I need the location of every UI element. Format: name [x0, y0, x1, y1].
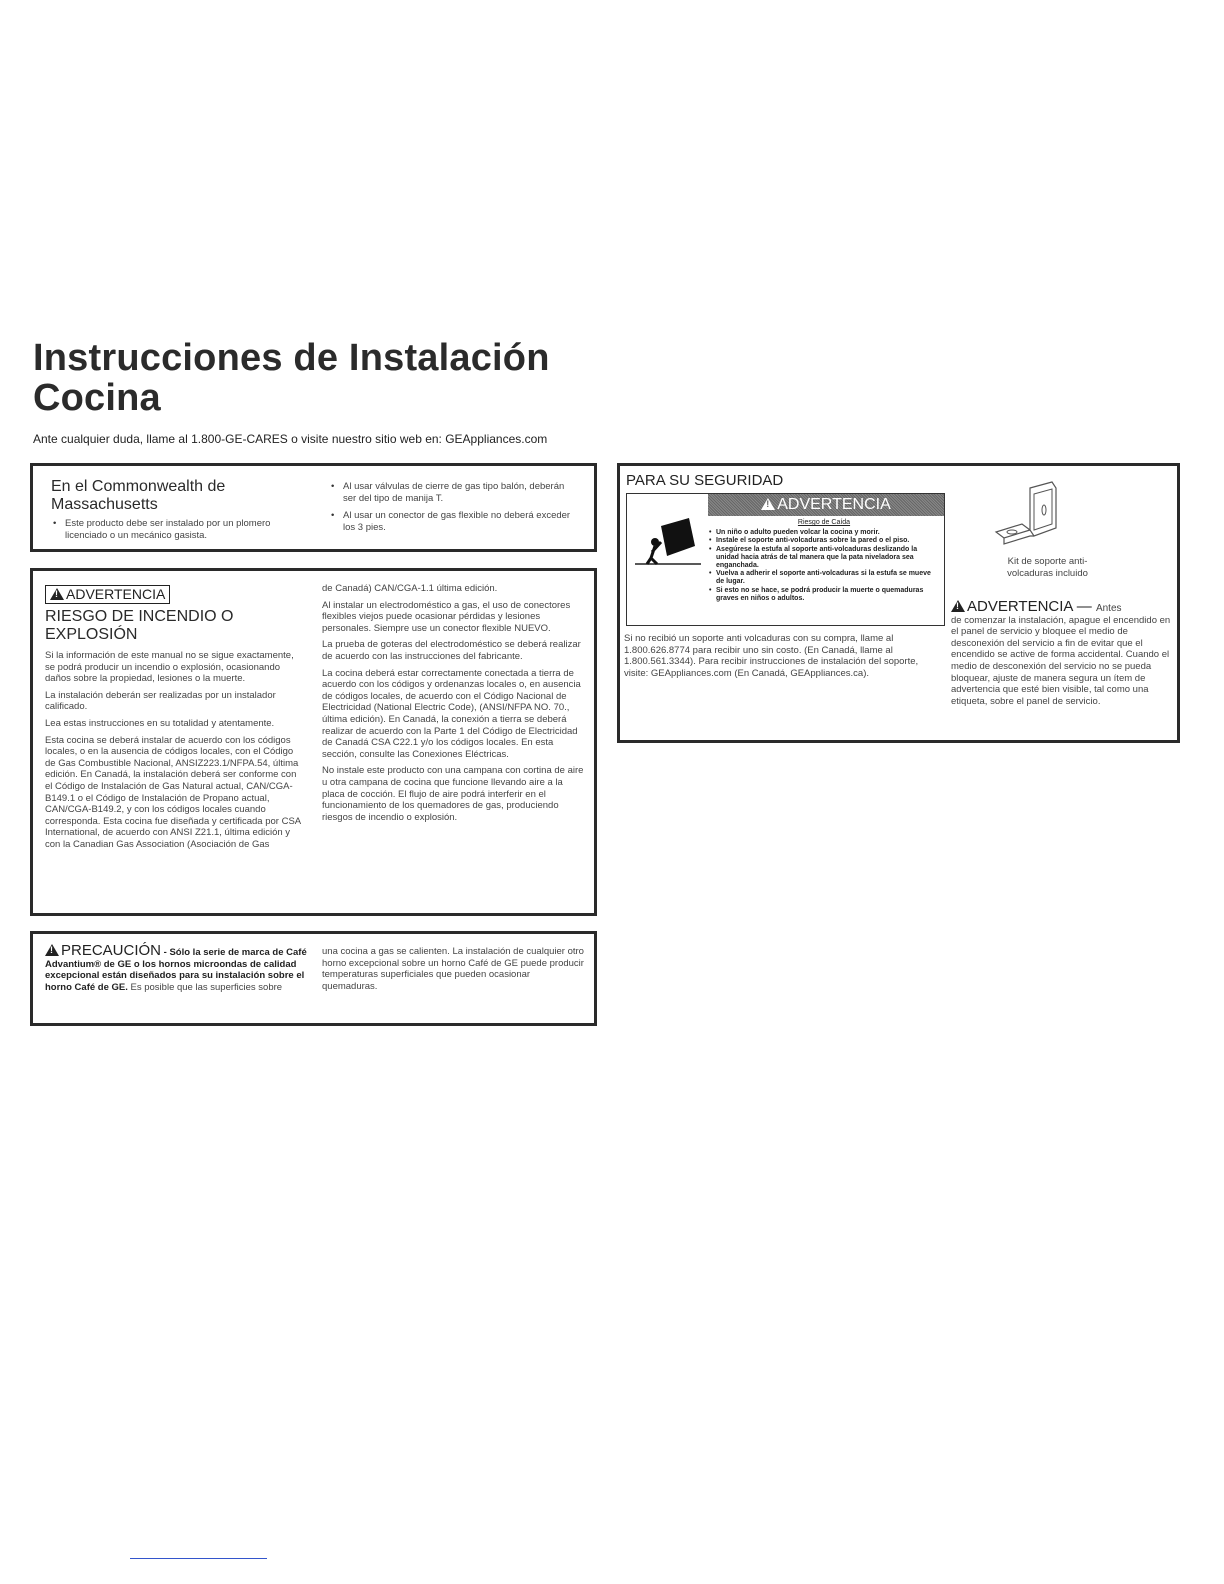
tip-warning-list	[708, 519, 940, 603]
fire-warning-title: RIESGO DE INCENDIO O EXPLOSIÓN	[45, 608, 234, 643]
risk-heading: Riesgo de Caída	[797, 519, 851, 526]
fire-warning-box	[30, 568, 597, 916]
paragraph: de Canadá) CAN/CGA-1.1 última edición.	[322, 583, 498, 594]
precaution-box	[30, 931, 597, 1026]
paragraph: Si la información de este manual no se sigue exactamente, se podrá producir un incendio o explosión, ocasionando daños sobre la propiedad, lesiones o la muerte.	[45, 650, 294, 685]
paragraph: Lea estas instrucciones en su totalidad y atentamente.	[45, 717, 275, 729]
paragraph: La instalación deberán ser realizadas por un instalador calificado.	[45, 689, 276, 713]
tip-warning-item: • Un niño o adulto pueden volcar la cocina y morir.	[708, 529, 940, 537]
safety-title: PARA SU SEGURIDAD	[626, 472, 784, 489]
massachusetts-bullet: • Este producto debe ser instalado por un plomero licenciado o un mecánico gasista.	[51, 518, 313, 541]
paragraph: Esta cocina se deberá instalar de acuerdo con los códigos locales, o en la ausencia de códigos locales, con el Código de Gas Combustible Nacional, ANSIZ223.1/NFPA.54, última edición. En Canadá, la instalación deberá ser conforme con el Código de Instalación de Gas Natural actual, CAN/CGA-B149.1 o el Código de Instalación de Propano actual, CAN/CGA-B149.2, y con los códigos locales cuando corresponda. Esta cocina fue diseñada y certificada por CSA International, de acuerdo con ANSI Z21.1, última edición y con la Canadian Gas Association (Asociación de Gas	[45, 734, 301, 850]
paragraph: Al instalar un electrodoméstico a gas, el uso de conectores flexibles viejos puede ocasionar pérdidas y lesiones personales. Siempre use un conector flexible NUEVO.	[322, 599, 571, 634]
title-line-1: Instrucciones de Instalación	[33, 337, 550, 379]
tip-warning-item: • Vuelva a adherir el soporte anti-volcaduras si la estufa se mueve de lugar.	[708, 570, 940, 586]
bracket-caption: Kit de soporte anti-volcaduras incluido	[1007, 556, 1088, 579]
page-title	[33, 338, 550, 418]
tip-warning-item: • Instale el soporte anti-volcaduras sobre la pared o el piso.	[708, 537, 940, 545]
precaution-bold-text: - Sólo la serie de marca de Café Advantium® de GE o los hornos microondas de calidad excepcional están diseñados para su instalación sobre el horno Café de GE.	[45, 947, 307, 993]
tip-warning-item: • Asegúrese la estufa al soporte anti-volcaduras deslizando la unidad hacia atrás de tal manera que la pata niveladora sea enganchada.	[708, 546, 940, 571]
tip-warning-panel	[626, 493, 945, 626]
page-subtitle: Ante cualquier duda, llame al 1.800-GE-CARES o visite nuestro sitio web en: GEAppliances.com	[33, 432, 548, 446]
anti-tip-bracket-icon	[990, 480, 1070, 552]
paragraph: La prueba de goteras del electrodoméstico se deberá realizar de acuerdo con las instrucciones del fabricante.	[322, 639, 581, 662]
title-line-2: Cocina	[33, 377, 161, 419]
tip-warning-item: • Si esto no se hace, se podrá producir la muerte o quemaduras graves en niños o adultos.	[708, 587, 940, 603]
massachusetts-bullet: • Al usar un conector de gas flexible no deberá exceder los 3 pies.	[329, 510, 579, 533]
warning-triangle-icon	[761, 498, 775, 510]
warning-triangle-icon	[50, 588, 64, 600]
advertencia-banner: !ADVERTENCIA	[708, 494, 944, 516]
power-warning-text: de comenzar la instalación, apague el encendido en el panel de servicio y bloquee el medio de desconexión del servicio a fin de evitar que el encendido se active de forma accidental. Cuando el medio de desconexión del servicio no se pueda bloquear, ajuste de manera segura un ítem de advertencia que esté bien visible, tal como una etiqueta, sobre el panel de servicio.	[951, 614, 1171, 707]
paragraph: una cocina a gas se calienten. La instalación de cualquier otro horno excepcional sobre un horno Café de GE puede producir temperaturas superficiales que pueden ocasionar quemaduras.	[322, 946, 584, 992]
massachusetts-title: En el Commonwealth de Massachusetts	[51, 478, 226, 513]
paragraph: No instale este producto con una campana con cortina de aire u otra campana de cocina que funcione llevando aire a la placa de cocción. El flujo de aire podrá interferir en el funcionamiento de los quemadores de gas, produciendo riesgos de incendio o explosión.	[322, 765, 584, 823]
link-underline	[130, 1558, 267, 1559]
tip-over-hazard-icon	[633, 512, 703, 582]
warning-triangle-icon	[951, 600, 965, 612]
precaution-label: PRECAUCIÓN	[61, 942, 162, 959]
massachusetts-bullet: • Al usar válvulas de cierre de gas tipo balón, deberán ser del tipo de manija T.	[329, 481, 579, 504]
warning-triangle-icon	[45, 944, 59, 956]
bracket-info: Si no recibió un soporte anti volcaduras con su compra, llame al 1.800.626.8774 para recibir uno sin costo. (En Canadá, llame al 1.800.561.3344). Para recibir instrucciones de instalación del soporte, visite: GEAppliances.com (En Canadá, GEAppliances.ca).	[624, 633, 919, 679]
precaution-text: Es posible que las superficies sobre	[130, 981, 283, 993]
power-warning-heading: !ADVERTENCIA — Antes	[951, 600, 1175, 615]
paragraph: La cocina deberá estar correctamente conectada a tierra de acuerdo con los códigos y ordenanzas locales o, en ausencia de códigos locales, de acuerdo con el Código Nacional de Electricidad (National Electric Code), (ANSI/NFPA NO. 70., última edición). En Canadá, la conexión a tierra se deberá realizar de acuerdo con la Parte 1 del Código de Electricidad de Canadá CSA C22.1 y/o los códigos locales. En esta sección, consulte las Conexiones Eléctricas.	[322, 667, 581, 760]
massachusetts-box	[30, 463, 597, 552]
warning-label: !ADVERTENCIA	[45, 585, 170, 604]
